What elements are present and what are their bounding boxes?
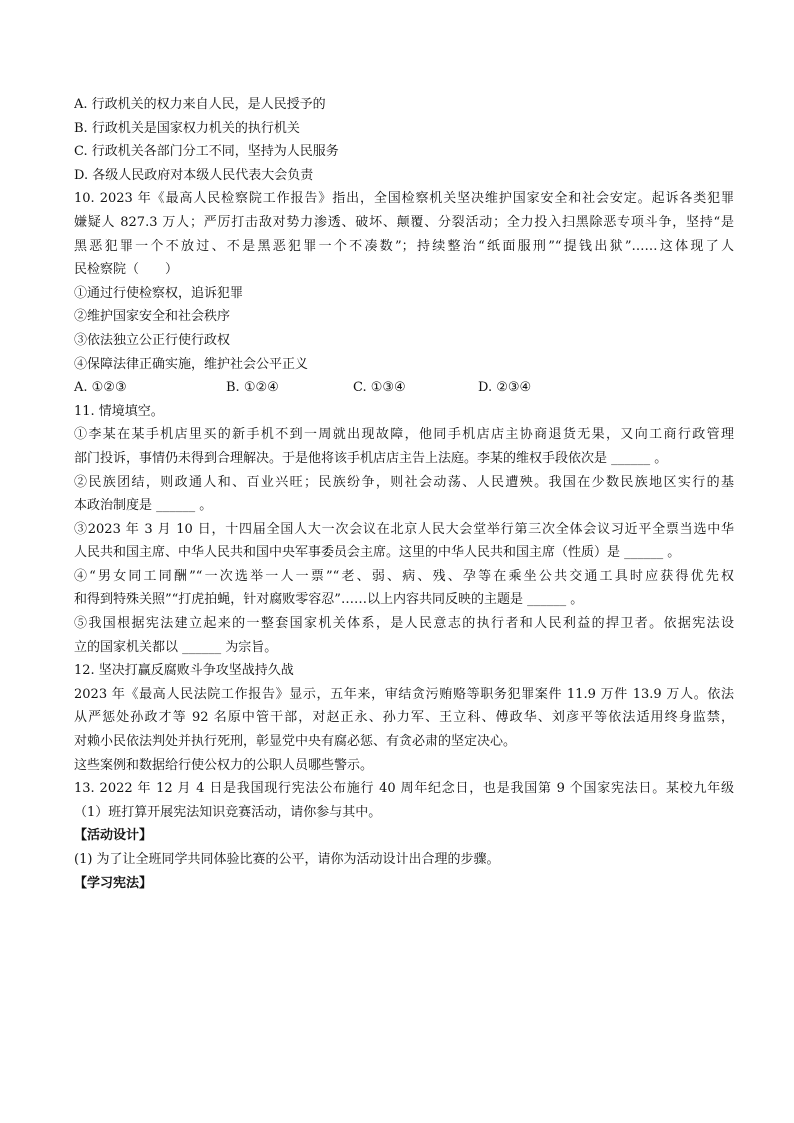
q11-line: ③2023 年 3 月 10 日，十四届全国人大一次会议在北京人民大会堂举行第三次全体会议习近平全票当选中华 [74, 521, 734, 537]
question-13 [74, 777, 734, 895]
document-page [74, 93, 734, 895]
q10-item-1: ①通过行使检察权，追诉犯罪 [74, 285, 244, 301]
q12-title: 12. 坚决打赢反腐败斗争攻坚战持久战 [74, 663, 294, 679]
q11-line: 立的国家机关都以 ______ 为宗旨。 [74, 639, 278, 655]
q11-line: ④“男女同工同酬”“一次选举一人一票”“老、弱、病、残、孕等在乘坐公共交通工具时应获得优先权 [74, 568, 734, 584]
q11-line: ②民族团结，则政通人和、百业兴旺；民族纷争，则社会动荡、人民遭殃。我国在少数民族地区实行的基 [74, 474, 734, 490]
q12-line: 从严惩处孙政才等 92 名原中管干部，对赵正永、孙力军、王立科、傅政华、刘彦平等依法适用终身监禁， [74, 710, 734, 726]
q13-section-study-constitution: 【学习宪法】 [74, 875, 153, 891]
q10-item-3: ③依法独立公正行使行政权 [74, 332, 231, 348]
q10-option-b: B. ①②④ [226, 380, 279, 396]
q9-option-b: B. 行政机关是国家权力机关的执行机关 [74, 120, 300, 136]
question-11 [74, 400, 734, 660]
q13-line: （1）班打算开展宪法知识竞赛活动，请你参与其中。 [74, 804, 382, 820]
q11-line: 和得到特殊关照”“打虎拍蝇，针对腐败零容忍”……以上内容共同反映的主题是 ______ 。 [74, 592, 584, 608]
q13-task-1: (1) 为了让全班同学共同体验比赛的公平，请你为活动设计出合理的步骤。 [74, 852, 500, 867]
q9-option-a: A. 行政机关的权力来自人民，是人民授予的 [74, 97, 326, 112]
q12-line: 2023 年《最高人民法院工作报告》显示，五年来，审结贪污贿赂等职务犯罪案件 11.9 万件 13.9 万人。依法 [74, 686, 734, 702]
q10-stem-line: 民检察院（ ） [74, 262, 179, 278]
q11-line: ①李某在某手机店里买的新手机不到一周就出现故障，他同手机店店主协商退货无果，又向工商行政管理 [74, 427, 734, 443]
q11-line: 人民共和国主席、中华人民共和国中央军事委员会主席。这里的中华人民共和国主席（性质）是 ______ 。 [74, 545, 681, 561]
q11-line: 本政治制度是 ______ 。 [74, 498, 213, 514]
question-12 [74, 659, 734, 777]
q10-option-d: D. ②③④ [478, 380, 532, 396]
q10-stem-line: 10. 2023 年《最高人民检察院工作报告》指出，全国检察机关坚决维护国家安全和社会安定。起诉各类犯罪 [74, 191, 734, 207]
q12-line: 这些案例和数据给行使公权力的公职人员哪些警示。 [74, 757, 374, 773]
q12-line: 对赖小民依法判处并执行死刑，彰显党中央有腐必惩、有贪必肃的坚定决心。 [74, 734, 517, 750]
q11-line: ⑤我国根据宪法建立起来的一整套国家机关体系，是人民意志的执行者和人民利益的捍卫者。依据宪法设 [74, 616, 734, 632]
q9-option-c: C. 行政机关各部门分工不同，坚持为人民服务 [74, 144, 339, 160]
q13-section-activity-design: 【活动设计】 [74, 828, 153, 844]
q10-options [74, 376, 734, 400]
q13-line: 13. 2022 年 12 月 4 日是我国现行宪法公布施行 40 周年纪念日，也是我国第 9 个国家宪法日。某校九年级 [74, 781, 734, 797]
q9-options [74, 93, 734, 187]
q10-item-2: ②维护国家安全和社会秩序 [74, 309, 231, 325]
q9-option-d: D. 各级人民政府对本级人民代表大会负责 [74, 167, 314, 183]
q10-stem-line: 黑恶犯罪一个不放过、不是黑恶犯罪一个不凑数”；持续整治“纸面服刑”“提钱出狱”……这体现了人 [74, 238, 734, 254]
q10-item-4: ④保障法律正确实施，维护社会公平正义 [74, 356, 309, 372]
q10-stem-line: 嫌疑人 827.3 万人；严厉打击敌对势力渗透、破坏、颠覆、分裂活动；全力投入扫黑除恶专项斗争，坚持“是 [74, 214, 734, 230]
question-10 [74, 187, 734, 399]
q11-title: 11. 情境填空。 [74, 403, 164, 419]
q11-line: 部门投诉，事情仍未得到合理解决。于是他将该手机店店主告上法庭。李某的维权手段依次是 ______ 。 [74, 450, 668, 466]
q10-option-c: C. ①③④ [353, 380, 406, 396]
q10-option-a: A. ①②③ [74, 380, 127, 396]
